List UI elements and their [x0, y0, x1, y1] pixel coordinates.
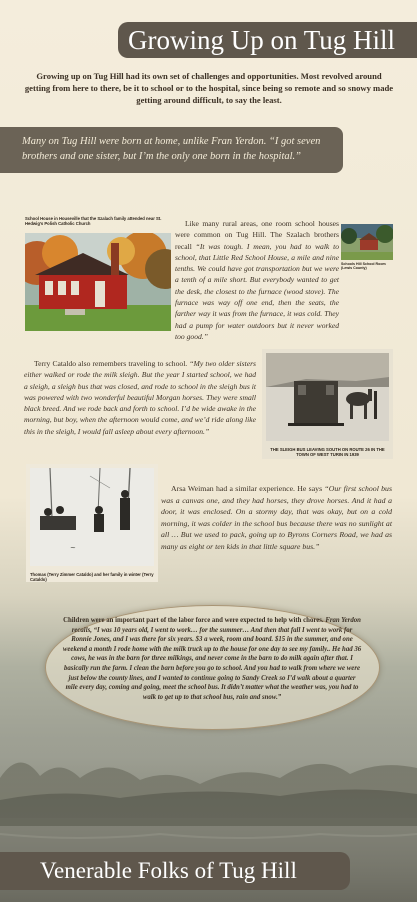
cataldo-quote: “My two older sisters either walked or rode the milk sleigh. But the year I started school, we had a sleigh, a sleigh bus that was closed, and rode to school in the sleigh bus it was powered with two wonderful beautiful Morgan horses. They were small black breed. And we rode back and forth to school. I’d be wide awake in the morning, but boy, when the afternoon would come, and we’d ride along like this in the sleigh, I would fall asleep about every afternoon.”: [24, 359, 256, 436]
weiman-text: Arsa Weiman had a similar experience. He says: [171, 484, 325, 493]
yerdon-quote: Fran Yerdon recalls, “I was 10 years old, I went to work… for the summer… And then that fall I went to work for Ronnie Jones, and I was there for six years. $3 a week, room and board. $15 in the summer, and one weekend a month I rode home with the milk truck up to the house for one day to see my family.. He had 36 cows, he was in the barn for three milkings, and never come in the barn to do milk again after that. I basically run the farm. I clean the barn before you go to school. And you had to walk from where we were just below the county lines, and I wanted to continue going to Sandy Creek so I’d walk about a quarter mile every day, coming and going, meet the school bus. It didn’t matter what the weather was, you had to walk to get up to that school bus, rain and snow.”: [62, 617, 362, 701]
weiman-quote: “Our first school bus was a canvas one, and they had horses, they drove horses. And it had a door, it was enclosed. On a stormy day, that was okay, but on a cold morning, it was colder in the school bus because there was no sunlight at all … But we used to pack, going up to Byrons Corners Road, we had as many as eight or ten kids in that little square bus.”: [161, 484, 392, 551]
schoolhouse-caption: School House in Houseville that the Szalach family attended near St. Hedwig’s Polish Catholic Church: [25, 216, 162, 226]
cataldo-paragraph: [24, 358, 256, 437]
labor-quote-text: [62, 616, 362, 702]
sleigh-bus-caption: THE SLEIGH BUS LEAVING SOUTH ON ROUTE 26 IN THE TOWN OF WEST TURIN IN 1939: [270, 447, 385, 457]
schoolhouse-photo: [25, 233, 171, 331]
birth-quote: Many on Tug Hill were born at home, unlike Fran Yerdon. “I got seven brothers and one sister, but I’m the only one born in the hospital.”: [0, 127, 343, 173]
family-photo-caption: Thomas (Terry Zimmer Cataldo) and her family in winter (Terry Cataldo): [30, 572, 154, 582]
small-schoolroom-caption: Schools Hill School Room (Lewis County): [341, 262, 386, 271]
schoolhouse-text: Like many rural areas, one room school houses were common on Tug Hill. The Szalach brothers recall: [175, 219, 339, 251]
labor-text: Children were an important part of the labor force and were expected to help with chores.: [63, 617, 326, 624]
page-title: Growing Up on Tug Hill: [118, 22, 417, 58]
sleigh-bus-photo: [262, 349, 393, 459]
family-winter-photo: [26, 464, 158, 582]
small-schoolroom-photo: [341, 224, 393, 260]
intro-text: Growing up on Tug Hill had its own set of challenges and opportunities. Most revolved around getting from here to there, be it to school or to the hospital, since being so remote and so snowy made getting around difficult, to say the least.: [24, 71, 394, 105]
svg-text:~: ~: [70, 544, 76, 552]
szalach-quote: “It was tough. I mean, you had to walk to school, that Little Red School House, a mile and nine tenths. We could have got transportation but we were a tenth of a mile short. But everybody wanted to get the desk, the closest to the furnace (wood stove). The furnace was way off one end, then the seats, the farther way it was from the furnace, it was cold. They had a pump for water outdoors but it never worked too good.”: [175, 241, 339, 341]
weiman-paragraph: [161, 483, 392, 553]
schoolhouse-paragraph-top: [175, 218, 339, 342]
cataldo-text: Terry Cataldo also remembers traveling to school.: [34, 359, 190, 368]
footer-title: Venerable Folks of Tug Hill: [0, 852, 350, 890]
